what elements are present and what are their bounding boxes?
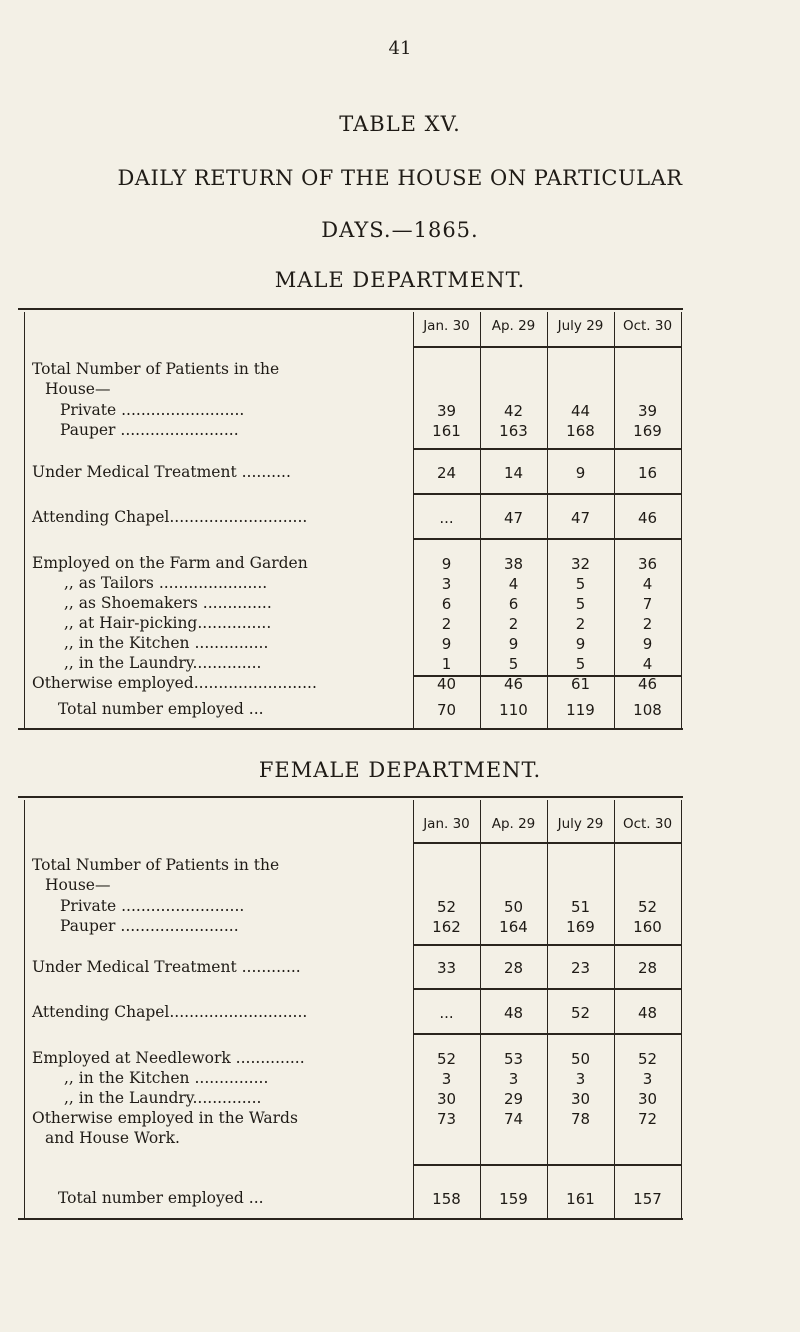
female-cell: 3 xyxy=(441,1070,452,1088)
female-cell: 33 xyxy=(436,959,457,977)
female-cell: 29 xyxy=(503,1090,524,1108)
female-bottom-rule xyxy=(18,1218,683,1220)
male-cell: 46 xyxy=(637,509,658,527)
male-cell: 5 xyxy=(575,655,586,673)
female-cell: 78 xyxy=(570,1110,591,1128)
female-cell: 30 xyxy=(570,1090,591,1108)
male-total-heading: House— xyxy=(45,380,111,398)
male-cell: 46 xyxy=(503,675,524,693)
male-cell: 2 xyxy=(441,615,452,633)
male-group-rule xyxy=(413,448,681,450)
male-cell: 32 xyxy=(570,555,591,573)
male-total-cell: 119 xyxy=(566,701,595,719)
female-row-label: Pauper ........................ xyxy=(60,917,239,935)
female-total-cell: 161 xyxy=(566,1190,595,1208)
male-cell: 9 xyxy=(441,635,452,653)
male-row-label: ,, as Shoemakers .............. xyxy=(64,594,272,612)
female-row-label: Under Medical Treatment ............ xyxy=(32,958,301,976)
female-cell: 52 xyxy=(436,898,457,916)
female-total-cell: 159 xyxy=(499,1190,528,1208)
subtitle-line-1: DAILY RETURN OF THE HOUSE ON PARTICULAR xyxy=(117,166,683,190)
female-cell: 23 xyxy=(570,959,591,977)
female-total-heading: House— xyxy=(45,876,111,894)
male-cell: 9 xyxy=(642,635,653,653)
female-group-rule xyxy=(413,1164,681,1166)
female-total-cell: 158 xyxy=(432,1190,461,1208)
female-cell: 30 xyxy=(436,1090,457,1108)
female-cell: 30 xyxy=(637,1090,658,1108)
female-cell: 52 xyxy=(637,1050,658,1068)
female-cell: 52 xyxy=(436,1050,457,1068)
male-cell: 2 xyxy=(642,615,653,633)
male-cell: 16 xyxy=(637,464,658,482)
female-cell: 164 xyxy=(499,918,528,936)
male-total-cell: 110 xyxy=(499,701,528,719)
female-header-rule xyxy=(413,842,681,844)
female-col-header: Ap. 29 xyxy=(491,816,536,832)
male-cell: 5 xyxy=(575,595,586,613)
male-cell: 36 xyxy=(637,555,658,573)
male-cell: 46 xyxy=(637,675,658,693)
male-row-label: Private ......................... xyxy=(60,401,245,419)
male-department-heading: MALE DEPARTMENT. xyxy=(274,268,526,292)
female-row-label: and House Work. xyxy=(45,1129,180,1147)
male-cell: ... xyxy=(439,509,454,527)
male-total-cell: 70 xyxy=(436,701,457,719)
male-cell: 1 xyxy=(441,655,452,673)
male-row-label: ,, in the Kitchen ............... xyxy=(64,634,269,652)
female-row-label: ,, in the Kitchen ............... xyxy=(64,1069,269,1087)
female-department-heading: FEMALE DEPARTMENT. xyxy=(258,758,542,782)
female-cell: ... xyxy=(439,1004,454,1022)
male-right-border xyxy=(681,312,682,728)
female-cell: 74 xyxy=(503,1110,524,1128)
male-cell: 9 xyxy=(575,635,586,653)
female-row-label: Private ......................... xyxy=(60,897,245,915)
male-cell: 4 xyxy=(508,575,519,593)
male-cell: 6 xyxy=(508,595,519,613)
male-row-label: ,, at Hair-picking............... xyxy=(64,614,272,632)
male-cell: 5 xyxy=(508,655,519,673)
male-cell: 163 xyxy=(499,422,528,440)
male-row-label: Otherwise employed......................... xyxy=(32,674,317,692)
male-col-header: July 29 xyxy=(557,318,604,334)
female-group-rule xyxy=(413,1033,681,1035)
male-cell: 61 xyxy=(570,675,591,693)
female-top-rule xyxy=(18,796,683,798)
subtitle-line-2: DAYS.—1865. xyxy=(321,218,479,242)
female-col-header: Jan. 30 xyxy=(423,816,470,832)
male-group-rule xyxy=(413,493,681,495)
female-col-header: Oct. 30 xyxy=(622,816,673,832)
male-cell: 40 xyxy=(436,675,457,693)
female-cell: 51 xyxy=(570,898,591,916)
male-cell: 47 xyxy=(570,509,591,527)
female-cell: 48 xyxy=(503,1004,524,1022)
female-cell: 169 xyxy=(566,918,595,936)
male-col-header: Ap. 29 xyxy=(491,318,536,334)
male-cell: 5 xyxy=(575,575,586,593)
male-cell: 4 xyxy=(642,575,653,593)
male-total-heading: Total Number of Patients in the xyxy=(32,360,280,378)
male-row-label: Attending Chapel............................ xyxy=(32,508,308,526)
female-cell: 52 xyxy=(570,1004,591,1022)
female-row-label: Attending Chapel............................ xyxy=(32,1003,308,1021)
male-row-label: Under Medical Treatment .......... xyxy=(32,463,291,481)
male-cell: 39 xyxy=(637,402,658,420)
male-cell: 4 xyxy=(642,655,653,673)
male-col-header: Oct. 30 xyxy=(622,318,673,334)
male-row-label: ,, as Tailors ...................... xyxy=(64,574,268,592)
male-row-label: Pauper ........................ xyxy=(60,421,239,439)
male-cell: 24 xyxy=(436,464,457,482)
female-cell: 53 xyxy=(503,1050,524,1068)
male-cell: 9 xyxy=(575,464,586,482)
female-left-border xyxy=(24,800,25,1218)
female-row-label: ,, in the Laundry.............. xyxy=(64,1089,262,1107)
male-row-label: Employed on the Farm and Garden xyxy=(32,554,308,572)
male-total-label: Total number employed ... xyxy=(58,700,264,718)
male-cell: 168 xyxy=(566,422,595,440)
male-bottom-rule xyxy=(18,728,683,730)
female-col-header: July 29 xyxy=(557,816,604,832)
female-row-label: Otherwise employed in the Wards xyxy=(32,1109,298,1127)
male-cell: 14 xyxy=(503,464,524,482)
male-row-label: ,, in the Laundry.............. xyxy=(64,654,262,672)
male-cell: 169 xyxy=(633,422,662,440)
female-cell: 160 xyxy=(633,918,662,936)
male-header-rule xyxy=(413,346,681,348)
female-group-rule xyxy=(413,988,681,990)
female-cell: 28 xyxy=(503,959,524,977)
female-group-rule xyxy=(413,944,681,946)
male-cell: 2 xyxy=(508,615,519,633)
male-cell: 7 xyxy=(642,595,653,613)
female-row-label: Employed at Needlework .............. xyxy=(32,1049,305,1067)
female-cell: 3 xyxy=(642,1070,653,1088)
male-group-rule xyxy=(413,538,681,540)
female-cell: 3 xyxy=(575,1070,586,1088)
female-total-heading: Total Number of Patients in the xyxy=(32,856,280,874)
male-total-cell: 108 xyxy=(633,701,662,719)
female-cell: 3 xyxy=(508,1070,519,1088)
male-top-rule xyxy=(18,308,683,310)
male-cell: 39 xyxy=(436,402,457,420)
female-right-border xyxy=(681,800,682,1218)
table-title: TABLE XV. xyxy=(339,112,461,136)
female-cell: 73 xyxy=(436,1110,457,1128)
female-cell: 50 xyxy=(503,898,524,916)
male-cell: 3 xyxy=(441,575,452,593)
female-cell: 162 xyxy=(432,918,461,936)
page-number: 41 xyxy=(388,38,412,59)
female-cell: 48 xyxy=(637,1004,658,1022)
male-cell: 9 xyxy=(508,635,519,653)
female-cell: 72 xyxy=(637,1110,658,1128)
male-left-border xyxy=(24,312,25,728)
female-cell: 50 xyxy=(570,1050,591,1068)
female-total-label: Total number employed ... xyxy=(58,1189,264,1207)
female-cell: 28 xyxy=(637,959,658,977)
male-cell: 42 xyxy=(503,402,524,420)
female-cell: 52 xyxy=(637,898,658,916)
male-cell: 47 xyxy=(503,509,524,527)
male-cell: 2 xyxy=(575,615,586,633)
male-cell: 9 xyxy=(441,555,452,573)
male-cell: 44 xyxy=(570,402,591,420)
female-total-cell: 157 xyxy=(633,1190,662,1208)
male-col-header: Jan. 30 xyxy=(423,318,470,334)
male-cell: 6 xyxy=(441,595,452,613)
male-cell: 38 xyxy=(503,555,524,573)
male-cell: 161 xyxy=(432,422,461,440)
